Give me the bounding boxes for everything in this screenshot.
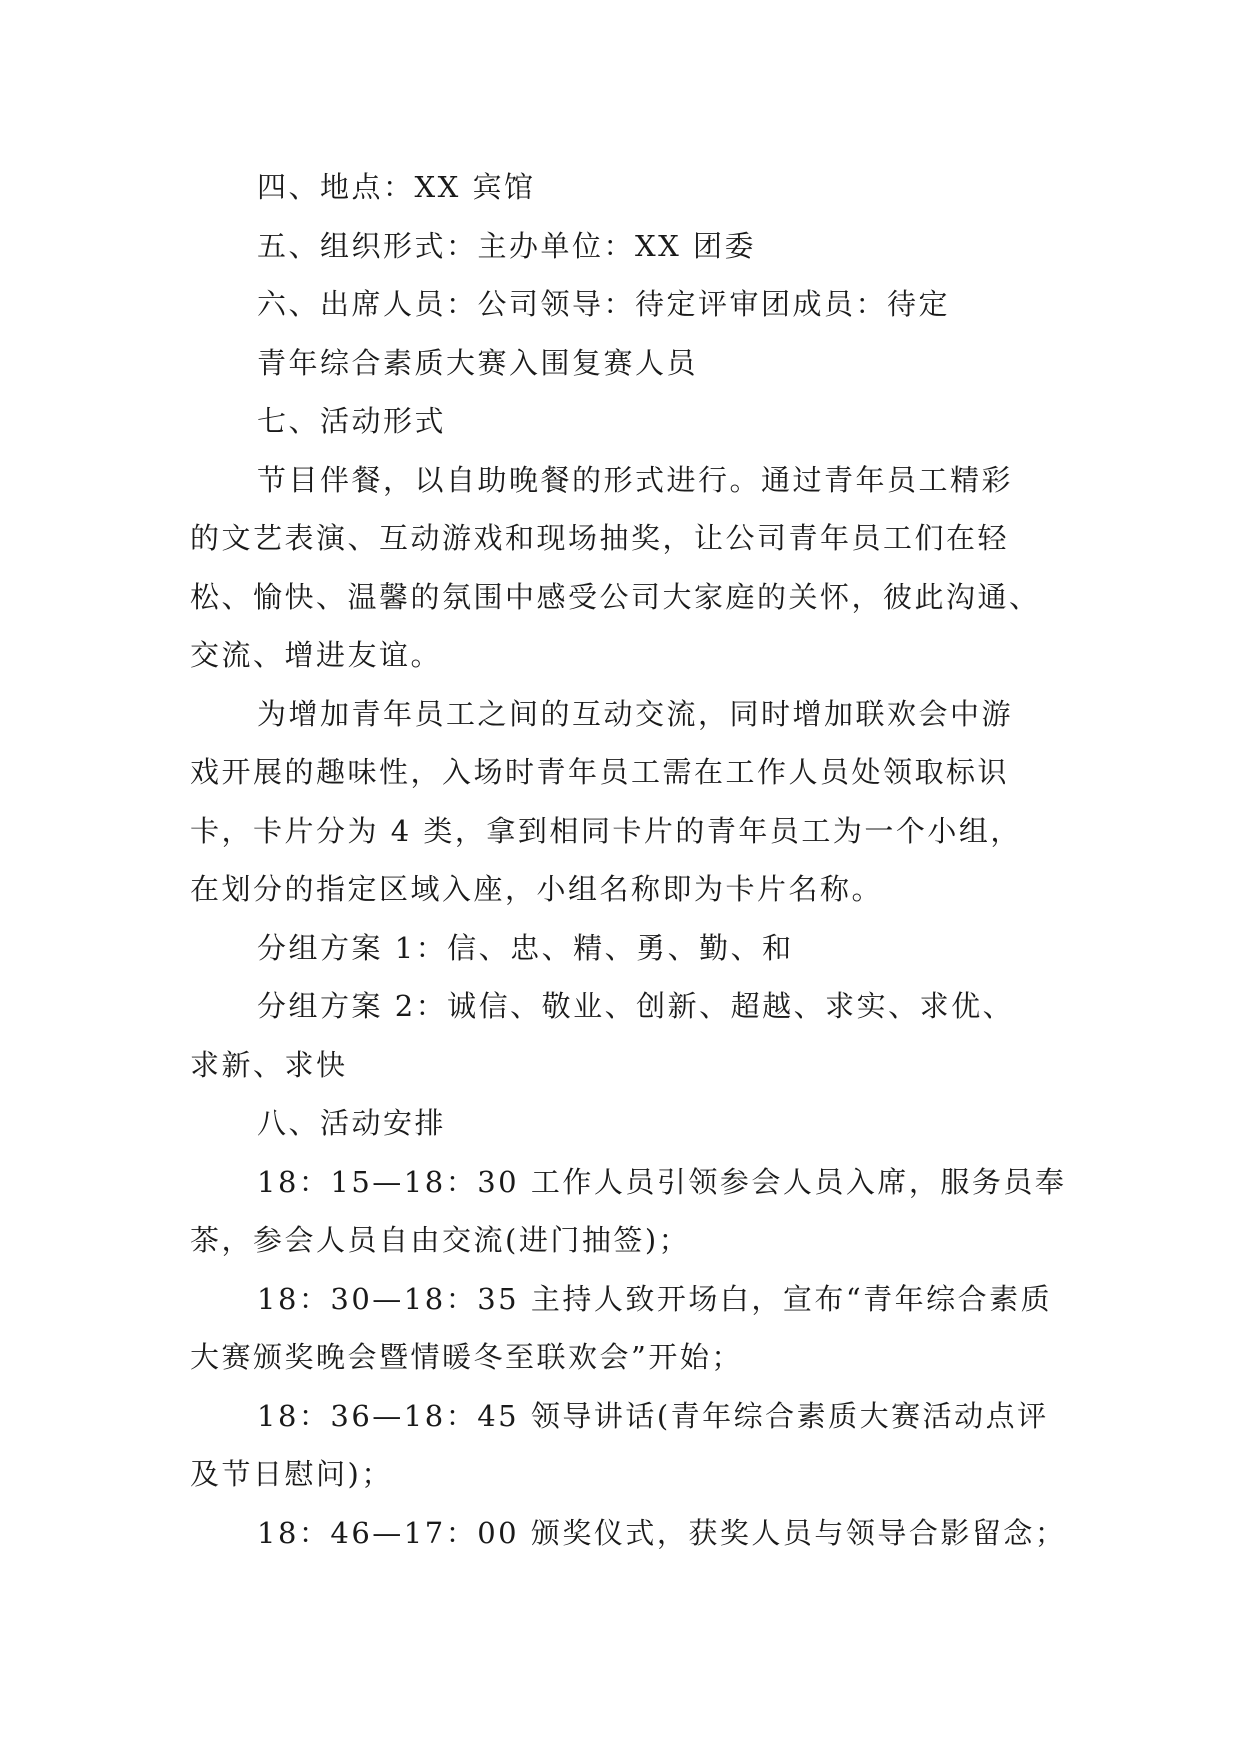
document-body [190,158,1067,1562]
section-heading: 七、活动形式 [257,404,447,438]
text-line: 四、地点：XX 宾馆 [257,170,536,204]
text-line: 求新、求快 [190,1047,348,1082]
schedule-line: 18：30—18：35 主持人致开场白，宣布“青年综合素质 [257,1281,1053,1316]
schedule-line: 茶，参会人员自由交流(进门抽签)； [190,1223,691,1257]
text-line: 青年综合素质大赛入围复赛人员 [257,345,699,380]
text-line: 的文艺表演、互动游戏和现场抽奖，让公司青年员工们在轻 [190,521,1010,555]
section-heading: 八、活动安排 [257,1106,447,1140]
schedule-line: 18：36—18：45 领导讲话(青年综合素质大赛活动点评 [257,1398,1049,1433]
schedule-line: 18：15—18：30 工作人员引领参会人员入席，服务员奉 [257,1164,1067,1199]
text-line: 分组方案 2：诚信、敬业、创新、超越、求实、求优、 [257,989,1015,1023]
schedule-line: 18：46—17：00 颁奖仪式，获奖人员与领导合影留念； [257,1515,1067,1550]
schedule-line: 大赛颁奖晚会暨情暖冬至联欢会”开始； [190,1340,743,1374]
text-line: 卡，卡片分为 4 类，拿到相同卡片的青年员工为一个小组， [190,813,1022,848]
text-line: 为增加青年员工之间的互动交流，同时增加联欢会中游 [257,696,1014,731]
text-line: 戏开展的趣味性，入场时青年员工需在工作人员处领取标识 [190,755,1010,789]
schedule-line: 及节日慰问)； [190,1457,393,1491]
text-line: 五、组织形式：主办单位：XX 团委 [257,228,757,263]
text-line: 分组方案 1：信、忠、精、勇、勤、和 [257,930,794,965]
text-line: 六、出席人员：公司领导：待定评审团成员：待定 [257,287,951,321]
text-line: 松、愉快、温馨的氛围中感受公司大家庭的关怀，彼此沟通、 [190,579,1041,614]
text-line: 交流、增进友谊。 [190,638,443,672]
text-line: 在划分的指定区域入座，小组名称即为卡片名称。 [190,872,884,906]
text-line: 节目伴餐，以自助晚餐的形式进行。通过青年员工精彩 [257,462,1014,497]
